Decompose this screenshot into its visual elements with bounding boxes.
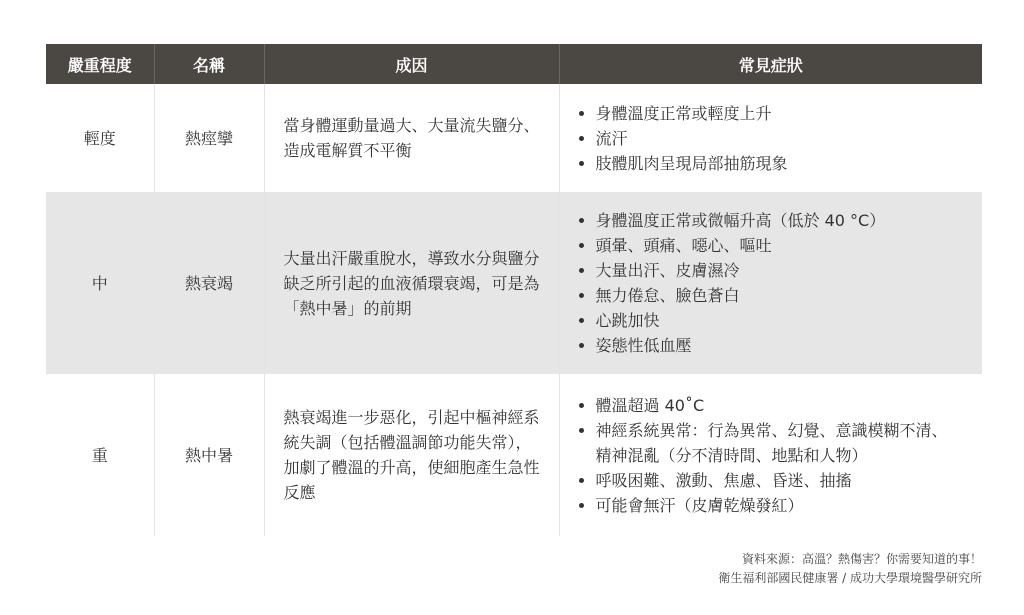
symptom-line: 神經系統異常：行為異常、幻覺、意識模糊不清、 xyxy=(595,420,948,440)
symptom-line: 可能會無汗（皮膚乾燥發紅） xyxy=(595,495,804,515)
cause-cell xyxy=(264,192,559,374)
source-note xyxy=(718,550,982,588)
cause-line: 當身體運動量過大、大量流失鹽分、 xyxy=(283,116,540,135)
severity-cell: 重 xyxy=(46,374,154,536)
symptom-item: 無力倦怠、臉色蒼白 xyxy=(576,283,983,308)
symptom-item: 身體溫度正常或微幅升高（低於 40 °C） xyxy=(576,208,983,233)
heat-illness-table-container xyxy=(46,44,982,536)
header-name: 名稱 xyxy=(154,44,264,84)
header-severity: 嚴重程度 xyxy=(46,44,154,84)
cause-cell xyxy=(264,84,559,192)
severity-cell: 輕度 xyxy=(46,84,154,192)
symptom-list xyxy=(560,208,983,358)
cause-line: 加劇了體溫的升高，使細胞產生急性 xyxy=(283,458,540,477)
symptom-item: 流汗 xyxy=(576,126,983,151)
symptom-item xyxy=(576,493,983,518)
symptom-item: 心跳加快 xyxy=(576,308,983,333)
symptom-list xyxy=(560,393,983,518)
header-cause: 成因 xyxy=(264,44,559,84)
symptom-item: 姿態性低血壓 xyxy=(576,333,983,358)
symptoms-cell xyxy=(559,374,982,536)
source-line-2: 衛生福利部國民健康署 / 成功大學環境醫學研究所 xyxy=(718,571,982,585)
cause-line: 缺乏所引起的血液循環衰竭，可是為 xyxy=(283,273,540,293)
name-cell: 熱衰竭 xyxy=(154,192,264,374)
symptom-item xyxy=(576,393,983,418)
cause-line: 造成電解質不平衡 xyxy=(283,141,412,160)
header-symptoms: 常見症狀 xyxy=(559,44,982,84)
table-row xyxy=(46,192,982,374)
name-cell: 熱痙攣 xyxy=(154,84,264,192)
cause-cell xyxy=(264,374,559,536)
symptom-item xyxy=(576,468,983,493)
heat-illness-table xyxy=(46,44,982,536)
symptom-item: 肢體肌肉呈現局部抽筋現象 xyxy=(576,151,983,176)
cause-line: 「熱中暑」的前期 xyxy=(283,298,412,318)
symptom-line: 呼吸困難、激動、焦慮、昏迷、抽搐 xyxy=(595,470,852,490)
symptom-line: 精神混亂（分不清時間、地點和人物） xyxy=(595,445,868,465)
cause-line: 反應 xyxy=(283,483,316,502)
symptom-item: 頭暈、頭痛、噁心、嘔吐 xyxy=(576,233,983,258)
symptom-item xyxy=(576,418,983,468)
severity-cell: 中 xyxy=(46,192,154,374)
symptom-item: 身體溫度正常或輕度上升 xyxy=(576,101,983,126)
source-line-1: 資料來源：高溫？熱傷害？你需要知道的事！ xyxy=(741,552,982,566)
cause-line: 熱衰竭進一步惡化，引起中樞神經系 xyxy=(283,408,540,427)
symptoms-cell xyxy=(559,192,982,374)
name-cell: 熱中暑 xyxy=(154,374,264,536)
cause-line: 統失調（包括體溫調節功能失常）， xyxy=(283,433,532,452)
table-header-row xyxy=(46,44,982,84)
table-row xyxy=(46,84,982,192)
symptom-list xyxy=(560,101,983,176)
cause-line: 大量出汗嚴重脫水，導致水分與鹽分 xyxy=(283,248,540,268)
symptoms-cell xyxy=(559,84,982,192)
symptom-line: 體溫超過 40˚C xyxy=(595,395,705,415)
table-row xyxy=(46,374,982,536)
symptom-item: 大量出汗、皮膚濕冷 xyxy=(576,258,983,283)
